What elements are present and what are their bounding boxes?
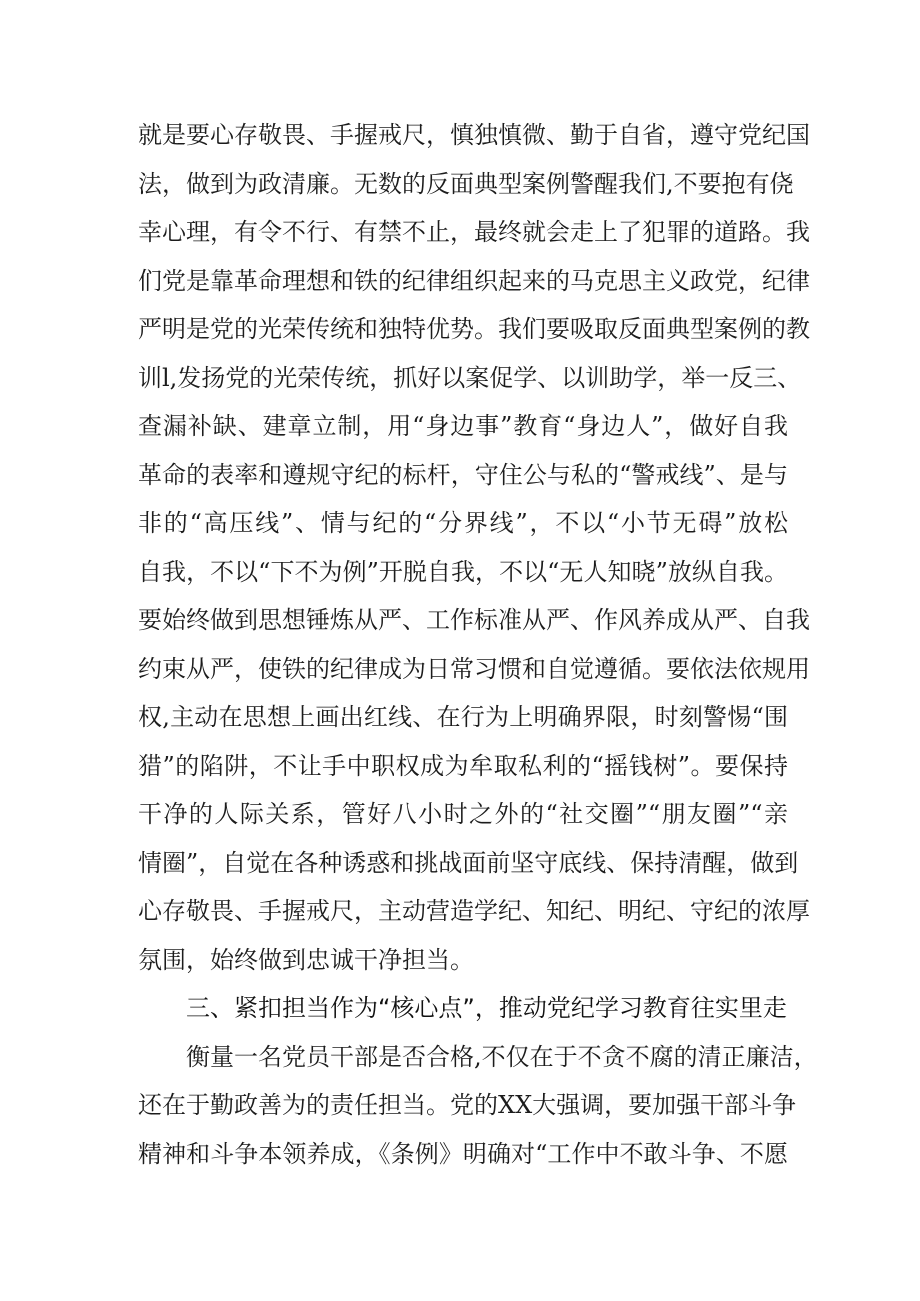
- paragraph-2-line-2: 还在于勤政善为的责任担当。党的XX大强调，要加强干部斗争: [138, 1091, 797, 1119]
- paragraph-1-line-17: 心存敬畏、手握戒尺，主动营造学纪、知纪、明纪、守纪的浓厚: [138, 897, 810, 925]
- paragraph-2-line-1: 衡量一名党员干部是否合格,不仅在于不贪不腐的清正廉洁，: [186, 1043, 818, 1071]
- paragraph-1-line-14: 猎”的陷阱，不让手中职权成为牟取私利的“摇钱树”。要保持: [138, 752, 788, 780]
- paragraph-1-line-6: 训l,发扬党的光荣传统，抓好以案促学、以训助学，举一反三、: [138, 364, 802, 392]
- paragraph-1-line-18: 氛围，始终做到忠诚干净担当。: [138, 946, 474, 974]
- paragraph-1-line-10: 自我，不以“下不为例”开脱自我，不以“无人知晓”放纵自我。: [138, 558, 788, 586]
- paragraph-1-line-1: 就是要心存敬畏、手握戒尺，慎独慎微、勤于自省，遵守党纪国: [138, 121, 810, 149]
- paragraph-1-line-7: 查漏补缺、建章立制，用“身边事”教育“身边人”，做好自我: [138, 412, 788, 440]
- paragraph-1-line-3: 幸心理，有令不行、有禁不止，最终就会走上了犯罪的道路。我: [138, 218, 810, 246]
- paragraph-2-line-3: 精神和斗争本领养成，《条例》明确对“工作中不敢斗争、不愿: [138, 1140, 788, 1168]
- paragraph-1-line-16: 情圈”，自觉在各种诱惑和挑战面前坚守底线、保持清醒，做到: [138, 849, 799, 877]
- paragraph-1-line-5: 严明是党的光荣传统和独特优势。我们要吸取反面典型案例的教: [138, 315, 810, 343]
- paragraph-1-line-12: 约束从严，使铁的纪律成为日常习惯和自觉遵循。要依法依规用: [138, 655, 810, 683]
- paragraph-1-line-15: 干净的人际关系，管好八小时之外的“社交圈”“朋友圈”“亲: [138, 800, 788, 828]
- paragraph-1-line-13: 权,主动在思想上画出红线、在行为上明确界限，时刻警惕“围: [138, 703, 788, 731]
- paragraph-1-line-2: 法，做到为政清廉。无数的反面典型案例警醒我们,不要抱有侥: [138, 170, 794, 198]
- paragraph-1-line-9: 非的“高压线”、情与纪的“分界线”，不以“小节无碍”放松: [138, 509, 788, 537]
- section-heading: 三、紧扣担当作为“核心点”，推动党纪学习教育往实里走: [186, 994, 787, 1022]
- paragraph-1-line-11: 要始终做到思想锤炼从严、工作标准从严、作风养成从严、自我: [138, 606, 810, 634]
- paragraph-1-line-8: 革命的表率和遵规守纪的标杆，守住公与私的“警戒线”、是与: [138, 461, 788, 489]
- paragraph-1-line-4: 们党是靠革命理想和铁的纪律组织起来的马克思主义政党，纪律: [138, 267, 810, 295]
